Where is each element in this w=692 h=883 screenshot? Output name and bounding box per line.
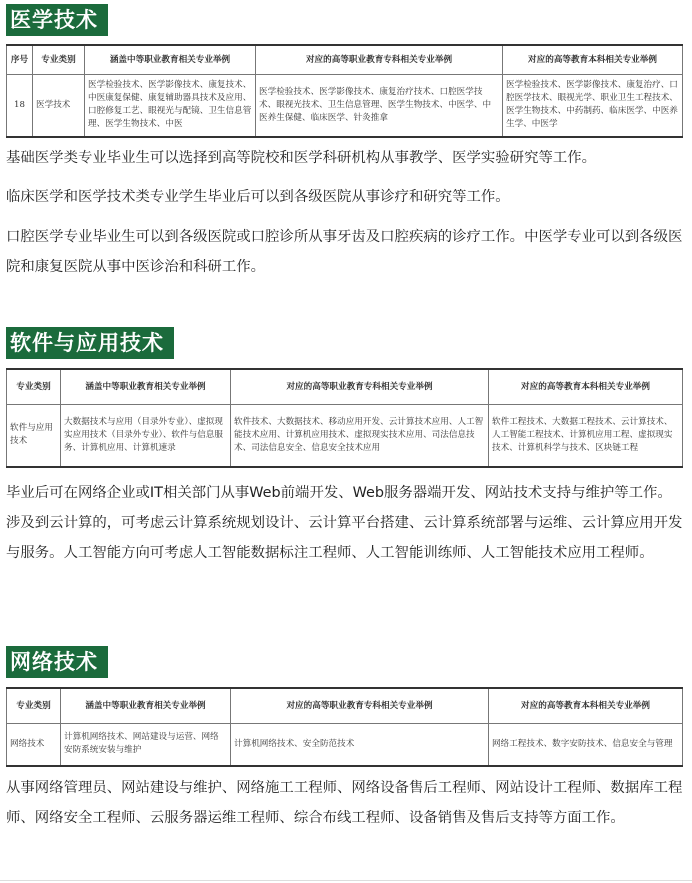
cell-category: 软件与应用技术 bbox=[7, 405, 61, 467]
header-secondary: 涵盖中等职业教育相关专业举例 bbox=[61, 369, 231, 405]
header-secondary: 涵盖中等职业教育相关专业举例 bbox=[85, 45, 256, 75]
table-row bbox=[7, 724, 683, 766]
bottom-divider bbox=[0, 880, 692, 881]
cell-undergrad: 软件工程技术、大数据工程技术、云计算技术、人工智能工程技术、计算机应用工程、虚拟现实技术、计算机科学与技术、区块链工程 bbox=[489, 405, 683, 467]
medical-paragraph-2: 临床医学和医学技术类专业学生毕业后可以到各级医院从事诊疗和研究等工作。 bbox=[6, 189, 510, 205]
header-undergrad: 对应的高等教育本科相关专业举例 bbox=[489, 369, 683, 405]
medical-paragraph-3: 口腔医学专业毕业生可以到各级医院或口腔诊所从事牙齿及口腔疾病的诊疗工作。中医学专业可以到各级医院和康复医院从事中医诊治和科研工作。 bbox=[6, 229, 683, 275]
table-row bbox=[7, 405, 683, 467]
cell-secondary: 医学检验技术、医学影像技术、康复技术、中医康复保健、康复辅助器具技术及应用、口腔修复工艺、眼视光与配镜、卫生信息管理、医学生物技术、中医 bbox=[85, 75, 256, 137]
header-college: 对应的高等职业教育专科相关专业举例 bbox=[231, 369, 489, 405]
cell-undergrad: 医学检验技术、医学影像技术、康复治疗、口腔医学技术、眼视光学、职业卫生工程技术、医学生物技术、中药制药、临床医学、中医养生学、中医学 bbox=[503, 75, 683, 137]
header-college: 对应的高等职业教育专科相关专业举例 bbox=[256, 45, 503, 75]
cell-secondary: 计算机网络技术、网站建设与运营、网络安防系统安装与维护 bbox=[61, 724, 231, 766]
cell-secondary: 大数据技术与应用（目录外专业）、虚拟现实应用技术（目录外专业）、软件与信息服务、计算机应用、计算机速录 bbox=[61, 405, 231, 467]
cell-college: 软件技术、大数据技术、移动应用开发、云计算技术应用、人工智能技术应用、计算机应用技术、虚拟现实技术应用、司法信息技术、司法信息安全、信息安全技术应用 bbox=[231, 405, 489, 467]
header-category: 专业类别 bbox=[7, 688, 61, 724]
medical-table bbox=[6, 44, 683, 138]
header-undergrad: 对应的高等教育本科相关专业举例 bbox=[489, 688, 683, 724]
table-header-row bbox=[7, 369, 683, 405]
header-college: 对应的高等职业教育专科相关专业举例 bbox=[231, 688, 489, 724]
header-num: 序号 bbox=[7, 45, 33, 75]
software-paragraph: 毕业后可在网络企业或IT相关部门从事Web前端开发、Web服务器端开发、网站技术支持与维护等工作。涉及到云计算的，可考虑云计算系统规划设计、云计算平台搭建、云计算系统部署与运维、云计算应用开发与服务。人工智能方向可考虑人工智能数据标注工程师、人工智能训练师、人工智能技术应用工程师。 bbox=[6, 485, 683, 561]
cell-category: 网络技术 bbox=[7, 724, 61, 766]
table-header-row bbox=[7, 45, 683, 75]
software-table bbox=[6, 368, 683, 468]
cell-college: 医学检验技术、医学影像技术、康复治疗技术、口腔医学技术、眼视光技术、卫生信息管理、医学生物技术、中医学、中医养生保健、临床医学、针灸推拿 bbox=[256, 75, 503, 137]
header-secondary: 涵盖中等职业教育相关专业举例 bbox=[61, 688, 231, 724]
section-heading-software: 软件与应用技术 bbox=[6, 327, 174, 359]
header-undergrad: 对应的高等教育本科相关专业举例 bbox=[503, 45, 683, 75]
section-heading-network: 网络技术 bbox=[6, 646, 108, 678]
header-category: 专业类别 bbox=[7, 369, 61, 405]
medical-paragraph-1: 基础医学类专业毕业生可以选择到高等院校和医学科研机构从事教学、医学实验研究等工作。 bbox=[6, 150, 597, 166]
section-heading-medical: 医学技术 bbox=[6, 4, 108, 36]
cell-category: 医学技术 bbox=[33, 75, 85, 137]
table-row bbox=[7, 75, 683, 137]
cell-college: 计算机网络技术、安全防范技术 bbox=[231, 724, 489, 766]
cell-num: 18 bbox=[7, 75, 33, 137]
network-paragraph: 从事网络管理员、网站建设与维护、网络施工工程师、网络设备售后工程师、网站设计工程师、数据库工程师、网络安全工程师、云服务器运维工程师、综合布线工程师、设备销售及售后支持等方面工作。 bbox=[6, 780, 683, 826]
table-header-row bbox=[7, 688, 683, 724]
header-category: 专业类别 bbox=[33, 45, 85, 75]
cell-undergrad: 网络工程技术、数字安防技术、信息安全与管理 bbox=[489, 724, 683, 766]
network-table bbox=[6, 687, 683, 767]
